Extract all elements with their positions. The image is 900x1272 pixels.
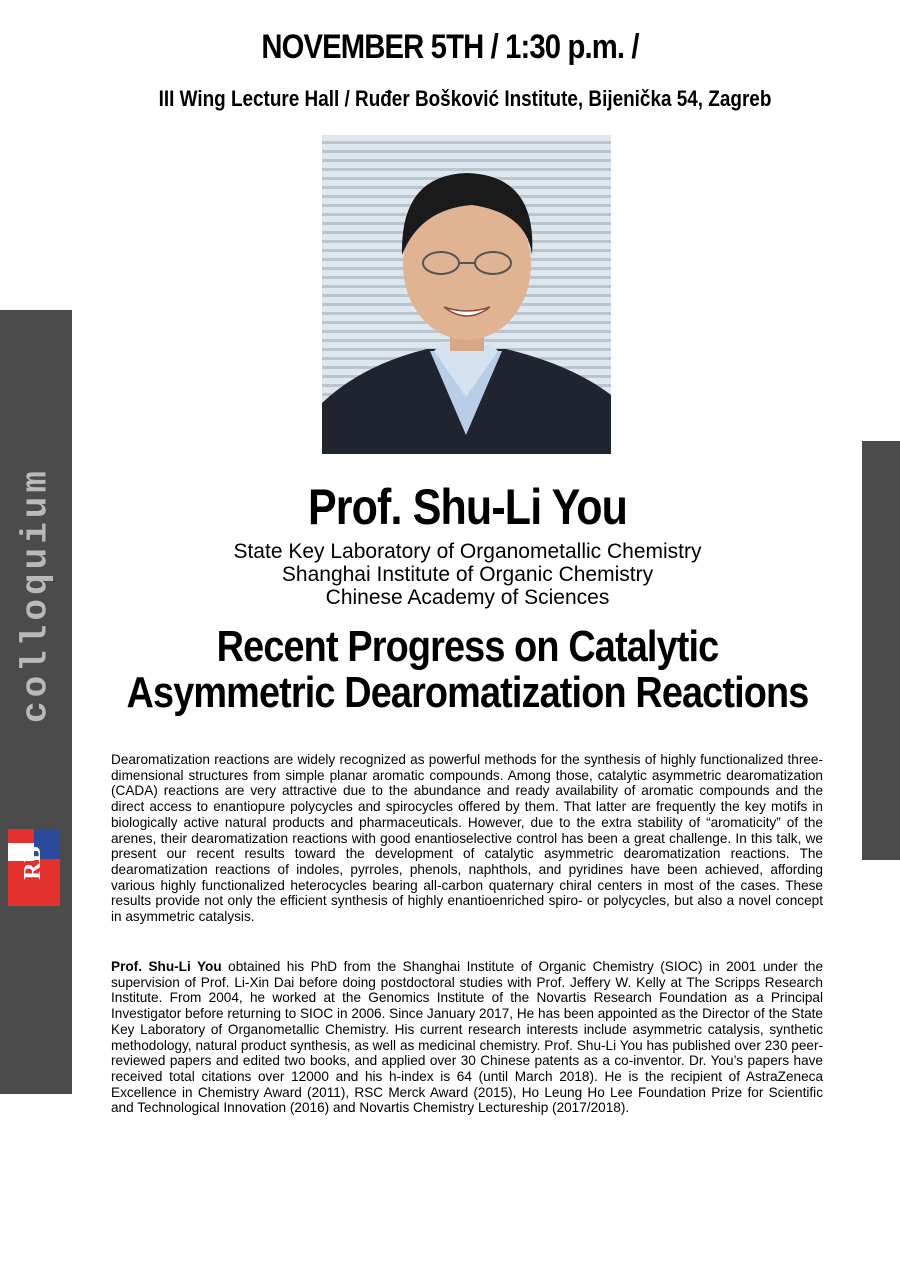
affiliation-line: Shanghai Institute of Organic Chemistry (281, 563, 654, 586)
talk-abstract: Dearomatization reactions are widely recognized as powerful methods for the synthesis of highly functionalized three-dimensional structures from simple planar aromatic compounds. Among those, catalytic asymmetric dearomatization (CADA) reactions are very attractive due to the abundance and ready availability of aromatic compounds and the direct access to enantiopure polycycles and spirocycles offered by them. That latter are frequently the key motifs in biologically active natural products and pharmaceuticals. However, due to the extra stability of “aromaticity” of the arenes, their dearomatization reactions with good enantioselective control has been a great challenge. In this talk, we present our recent results toward the development of catalytic asymmetric dearomatization reactions. The dearomatization reactions of indoles, pyrroles, phenols, naphthols, and pyridines have been achieved, affording various highly functionalized heterocycles bearing all-carbon quaternary chiral centers in most of the cases. These results provide not only the efficient synthesis of highly enantioenriched spiro- or polycycles, but also a novel concept in asymmetric catalysis. (111, 752, 823, 925)
event-venue: III Wing Lecture Hall / Ruđer Bošković Institute, Bijenička 54, Zagreb (158, 86, 772, 111)
talk-title-line: Asymmetric Dearomatization Reactions (126, 668, 809, 717)
bio-text: obtained his PhD from the Shanghai Institute of Organic Chemistry (SIOC) in 2001 under the supervision of Prof. Li-Xin Dai before doing postdoctoral studies with Prof. Jeffery W. Kelly at The Scripps Research Institute. From 2004, he worked at the Genomics Institute of the Novartis Research Foundation as a Principal Investigator before returning to SIOC in 2006. Since January 2017, He has been appointed as the Director of the State Key Laboratory of Organometallic Chemistry. His current research interests include asymmetric catalysis, synthetic methodology, natural product synthesis, as well as medicinal chemistry. Prof. Shu-Li You has published over 230 peer-reviewed papers and edited two books, and applied over 30 Chinese patents as a co-inventor. Dr. You’s papers have received total citations over 12000 and his h-index is 64 (until March 2018). He is the recipient of AstraZeneca Excellence in Chemistry Award (2011), RSC Merck Award (2015), Ho Leung Ho Lee Foundation Prize for Scientific and Technological Innovation (2016) and Novartis Chemistry Lectureship (2017/2018). (111, 959, 824, 1116)
logo-text: RB (20, 846, 46, 880)
series-label: colloquium (15, 466, 57, 724)
bio-name-lead: Prof. Shu-Li You (111, 959, 222, 974)
talk-title-line: Recent Progress on Catalytic (216, 622, 719, 671)
speaker-affiliation (0, 540, 900, 609)
institute-logo (8, 829, 60, 906)
event-date-time: NOVEMBER 5TH / 1:30 p.m. / (261, 28, 639, 66)
affiliation-line: State Key Laboratory of Organometallic Chemistry (233, 540, 702, 563)
talk-title (65, 624, 869, 716)
speaker-name: Prof. Shu-Li You (307, 479, 628, 535)
right-side-bar (862, 441, 900, 860)
speaker-bio (111, 959, 823, 1116)
speaker-photo (322, 135, 611, 454)
affiliation-line: Chinese Academy of Sciences (325, 586, 610, 609)
